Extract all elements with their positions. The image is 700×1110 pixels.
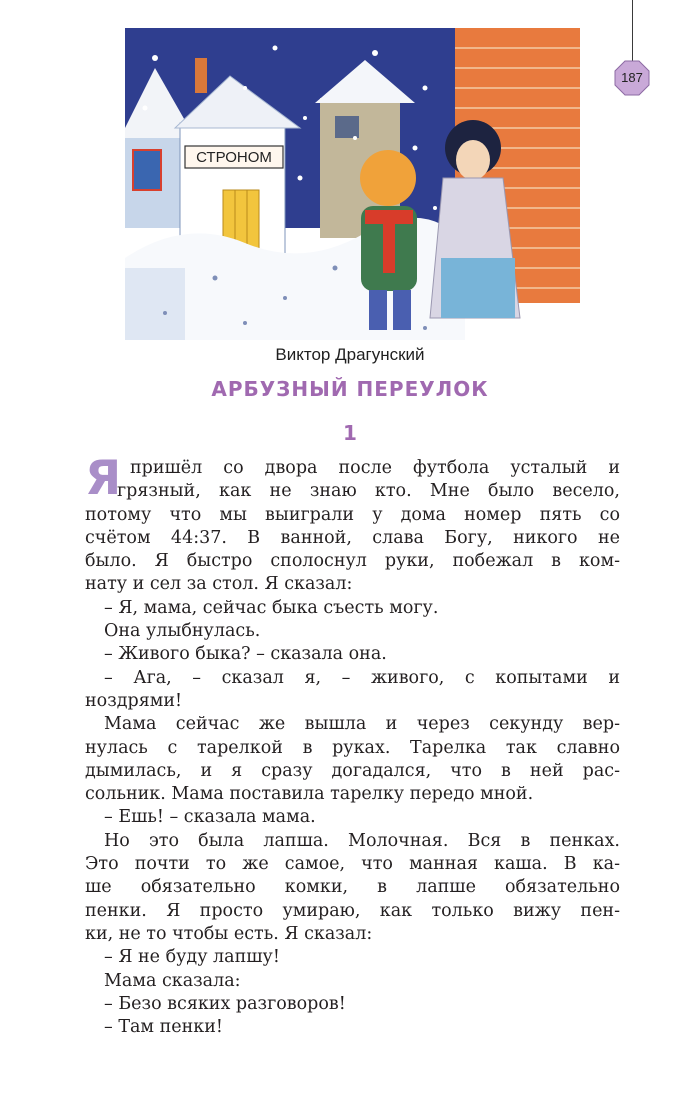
- text-line: – Ага, – сказал я, – живого, с копытами и: [104, 667, 620, 688]
- text-line: Мама сейчас же вышла и через секунду вер-: [104, 714, 620, 735]
- chapter-number: 1: [343, 421, 357, 445]
- text-line: – Я не буду лапшу!: [104, 947, 280, 968]
- text-line: – Ешь! – сказала мама.: [104, 807, 316, 828]
- text-line: Это почти то же самое, что манная каша. В ка-: [85, 854, 620, 875]
- page-number-badge: [614, 60, 650, 96]
- text-line: пришёл со двора после футбола усталый и: [130, 458, 620, 478]
- text-line: – Живого быка? – сказала она.: [104, 644, 387, 665]
- text-line: дымилась, и я сразу догадался, что в ней рас-: [85, 760, 620, 781]
- text-line: – Я, мама, сейчас быка съесть могу.: [104, 597, 439, 618]
- text-line: было. Я быстро сполоснул руки, побежал в ком-: [85, 551, 620, 572]
- text-line: ки, не то чтобы есть. Я сказал:: [85, 923, 373, 944]
- page-number: 187: [621, 70, 643, 85]
- text-line: ноздрями!: [85, 690, 183, 711]
- text-line: Мама сказала:: [104, 970, 241, 991]
- story-title: АРБУЗНЫЙ ПЕРЕУЛОК: [211, 377, 489, 401]
- text-line: Но это была лапша. Молочная. Вся в пенках.: [104, 830, 620, 851]
- text-line: грязный, как не знаю кто. Мне было весело,: [117, 481, 620, 502]
- story-illustration: [125, 28, 580, 340]
- drop-cap: Я: [85, 451, 122, 506]
- story-text: [85, 451, 620, 1039]
- text-line: нулась с тарелкой в руках. Тарелка так славно: [85, 737, 620, 758]
- text-line: – Безо всяких разговоров!: [104, 993, 346, 1014]
- text-line: Она улыбнулась.: [104, 621, 261, 642]
- text-line: потому что мы выиграли у дома номер пять со: [85, 504, 620, 525]
- page-marker-line: [632, 0, 633, 62]
- text-line: нату и сел за стол. Я сказал:: [85, 574, 353, 595]
- text-line: ше обязательно комки, в лапше обязательно: [85, 877, 620, 898]
- text-line: пенки. Я просто умираю, как только вижу пен-: [85, 900, 620, 921]
- text-line: – Там пенки!: [104, 1017, 223, 1038]
- text-line: сольник. Мама поставила тарелку передо мной.: [85, 784, 534, 805]
- text-line: счётом 44:37. В ванной, слава Богу, никого не: [85, 527, 620, 548]
- shop-sign-text: СТРОНОМ: [196, 149, 272, 166]
- author-name: Виктор Драгунский: [275, 345, 425, 364]
